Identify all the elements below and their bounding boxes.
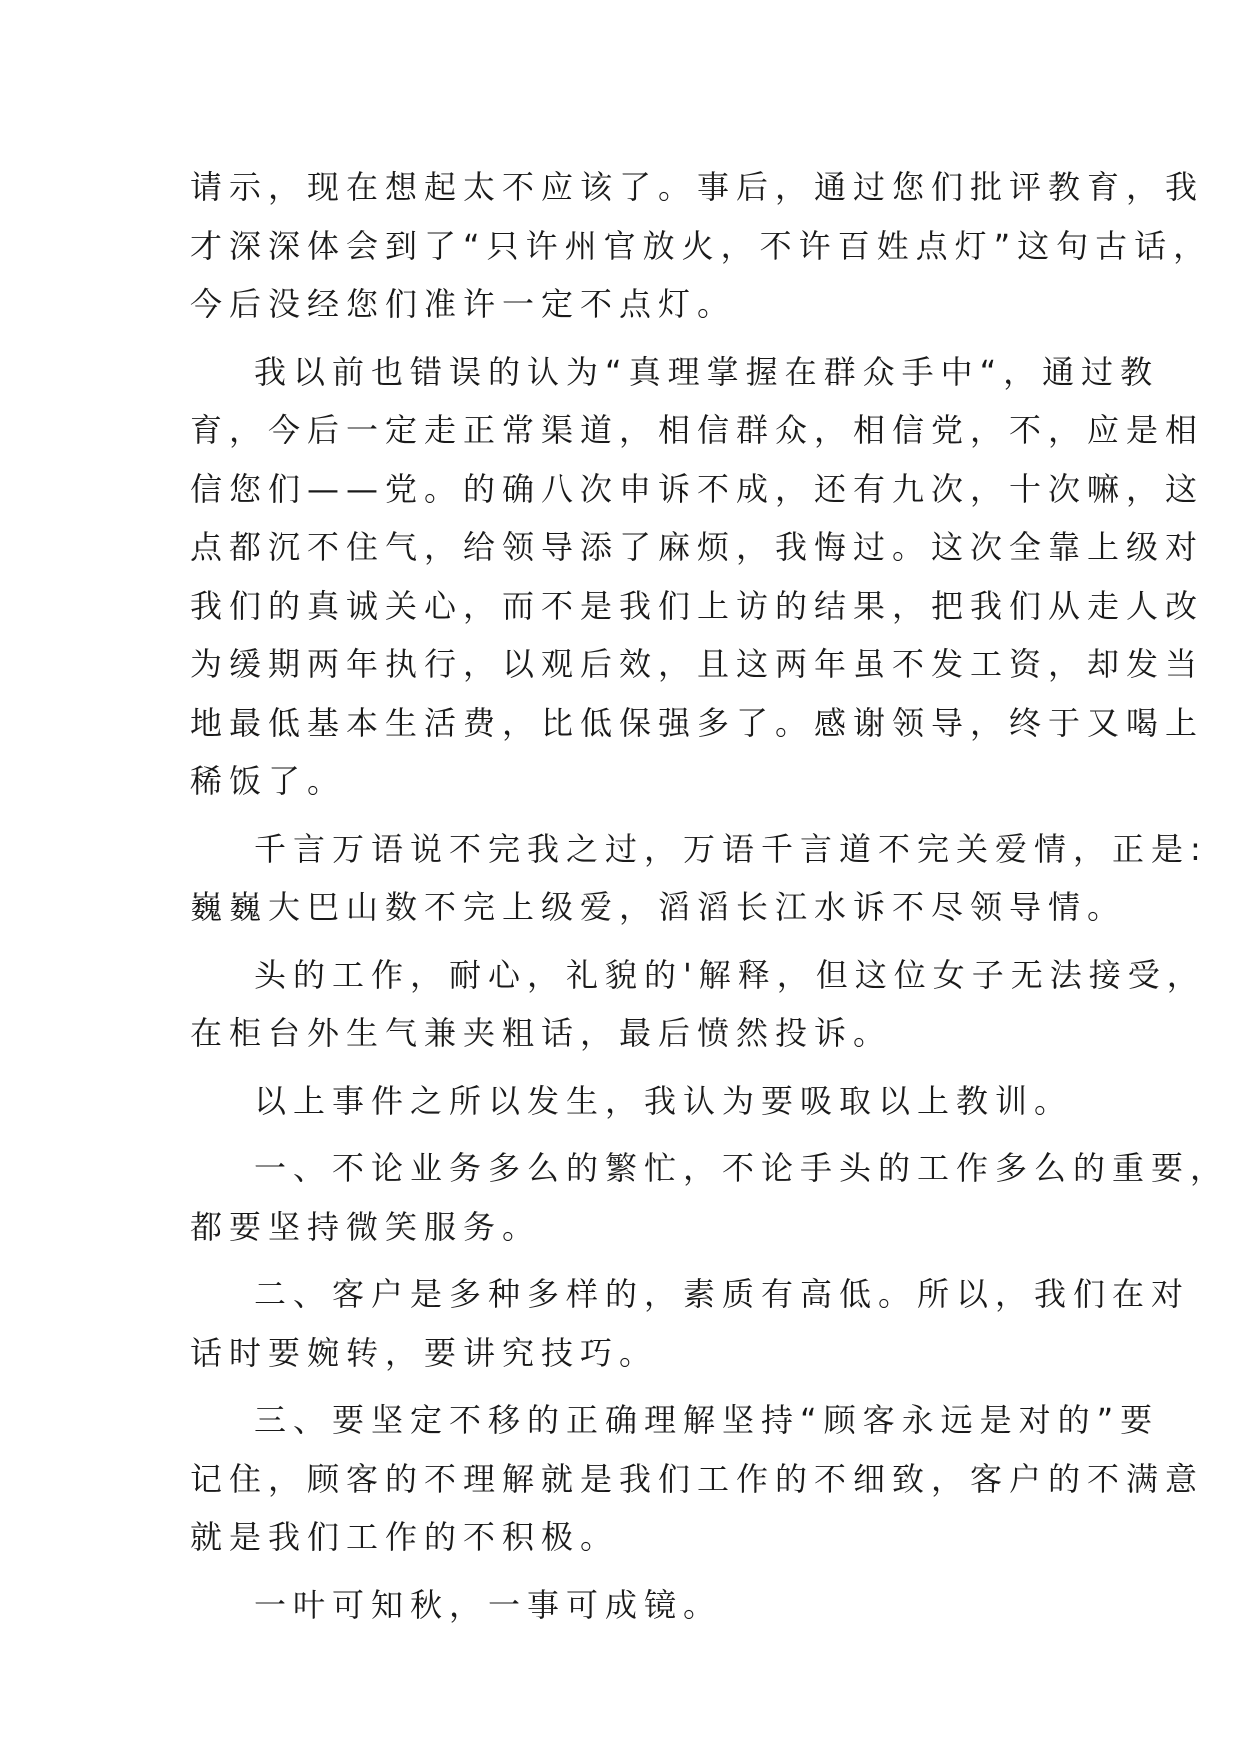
paragraph-line: 巍巍大巴山数不完上级爱，滔滔长江水诉不尽领导情。 bbox=[190, 888, 1127, 926]
paragraph-line: 一、不论业务多么的繁忙，不论手头的工作多么的重要， bbox=[254, 1149, 1230, 1187]
paragraph-line: 才深深体会到了“只许州官放火，不许百姓点灯”这句古话， bbox=[190, 226, 1213, 265]
paragraph-7 bbox=[190, 1265, 1191, 1382]
paragraph-line: 点都沉不住气，给领导添了麻烦，我悔过。这次全靠上级对 bbox=[190, 528, 1205, 566]
paragraph-6 bbox=[190, 1139, 1230, 1256]
paragraph-line: 我以前也错误的认为“真理掌握在群众手中“，通过教 bbox=[254, 352, 1160, 391]
paragraph-9 bbox=[190, 1576, 1050, 1635]
paragraph-line: 二、客户是多种多样的，素质有高低。所以，我们在对 bbox=[254, 1275, 1191, 1313]
document-body bbox=[190, 158, 1230, 1643]
paragraph-line: 都要坚持微笑服务。 bbox=[190, 1207, 542, 1246]
paragraph-8 bbox=[190, 1391, 1205, 1567]
paragraph-3 bbox=[190, 820, 1208, 937]
paragraph-4 bbox=[190, 946, 1206, 1063]
paragraph-line: 地最低基本生活费，比低保强多了。感谢领导，终于又喝上 bbox=[190, 703, 1205, 742]
paragraph-line: 以上事件之所以发生，我认为要吸取以上教训。 bbox=[254, 1081, 1074, 1120]
paragraph-line: 在柜台外生气兼夹粗话，最后愤然投诉。 bbox=[190, 1014, 893, 1052]
paragraph-line: 稀饭了。 bbox=[190, 762, 347, 800]
paragraph-line: 一叶可知秋，一事可成镜。 bbox=[254, 1585, 723, 1624]
paragraph-line: 育，今后一定走正常渠道，相信群众，相信党，不，应是相 bbox=[190, 411, 1205, 449]
paragraph-1 bbox=[190, 158, 1213, 334]
paragraph-line: 请示，现在想起太不应该了。事后，通过您们批评教育，我 bbox=[190, 168, 1205, 206]
paragraph-line: 记住，顾客的不理解就是我们工作的不细致，客户的不满意 bbox=[190, 1459, 1205, 1498]
paragraph-line: 头的工作，耐心，礼貌的'解释，但这位女子无法接受， bbox=[254, 955, 1206, 994]
paragraph-line: 今后没经您们准许一定不点灯。 bbox=[190, 285, 737, 323]
paragraph-line: 我们的真诚关心，而不是我们上访的结果，把我们从走人改 bbox=[190, 586, 1205, 625]
paragraph-2 bbox=[190, 343, 1205, 811]
paragraph-5 bbox=[190, 1072, 1074, 1131]
paragraph-line: 话时要婉转，要讲究技巧。 bbox=[190, 1333, 659, 1372]
paragraph-line: 信您们——党。的确八次申诉不成，还有九次，十次嘛，这 bbox=[190, 469, 1205, 508]
paragraph-line: 三、要坚定不移的正确理解坚持“顾客永远是对的”要 bbox=[254, 1401, 1160, 1439]
paragraph-line: 为缓期两年执行，以观后效，且这两年虽不发工资，却发当 bbox=[190, 645, 1205, 683]
paragraph-line: 就是我们工作的不积极。 bbox=[190, 1518, 620, 1556]
paragraph-line: 千言万语说不完我之过，万语千言道不完关爱情，正是: bbox=[254, 829, 1208, 868]
